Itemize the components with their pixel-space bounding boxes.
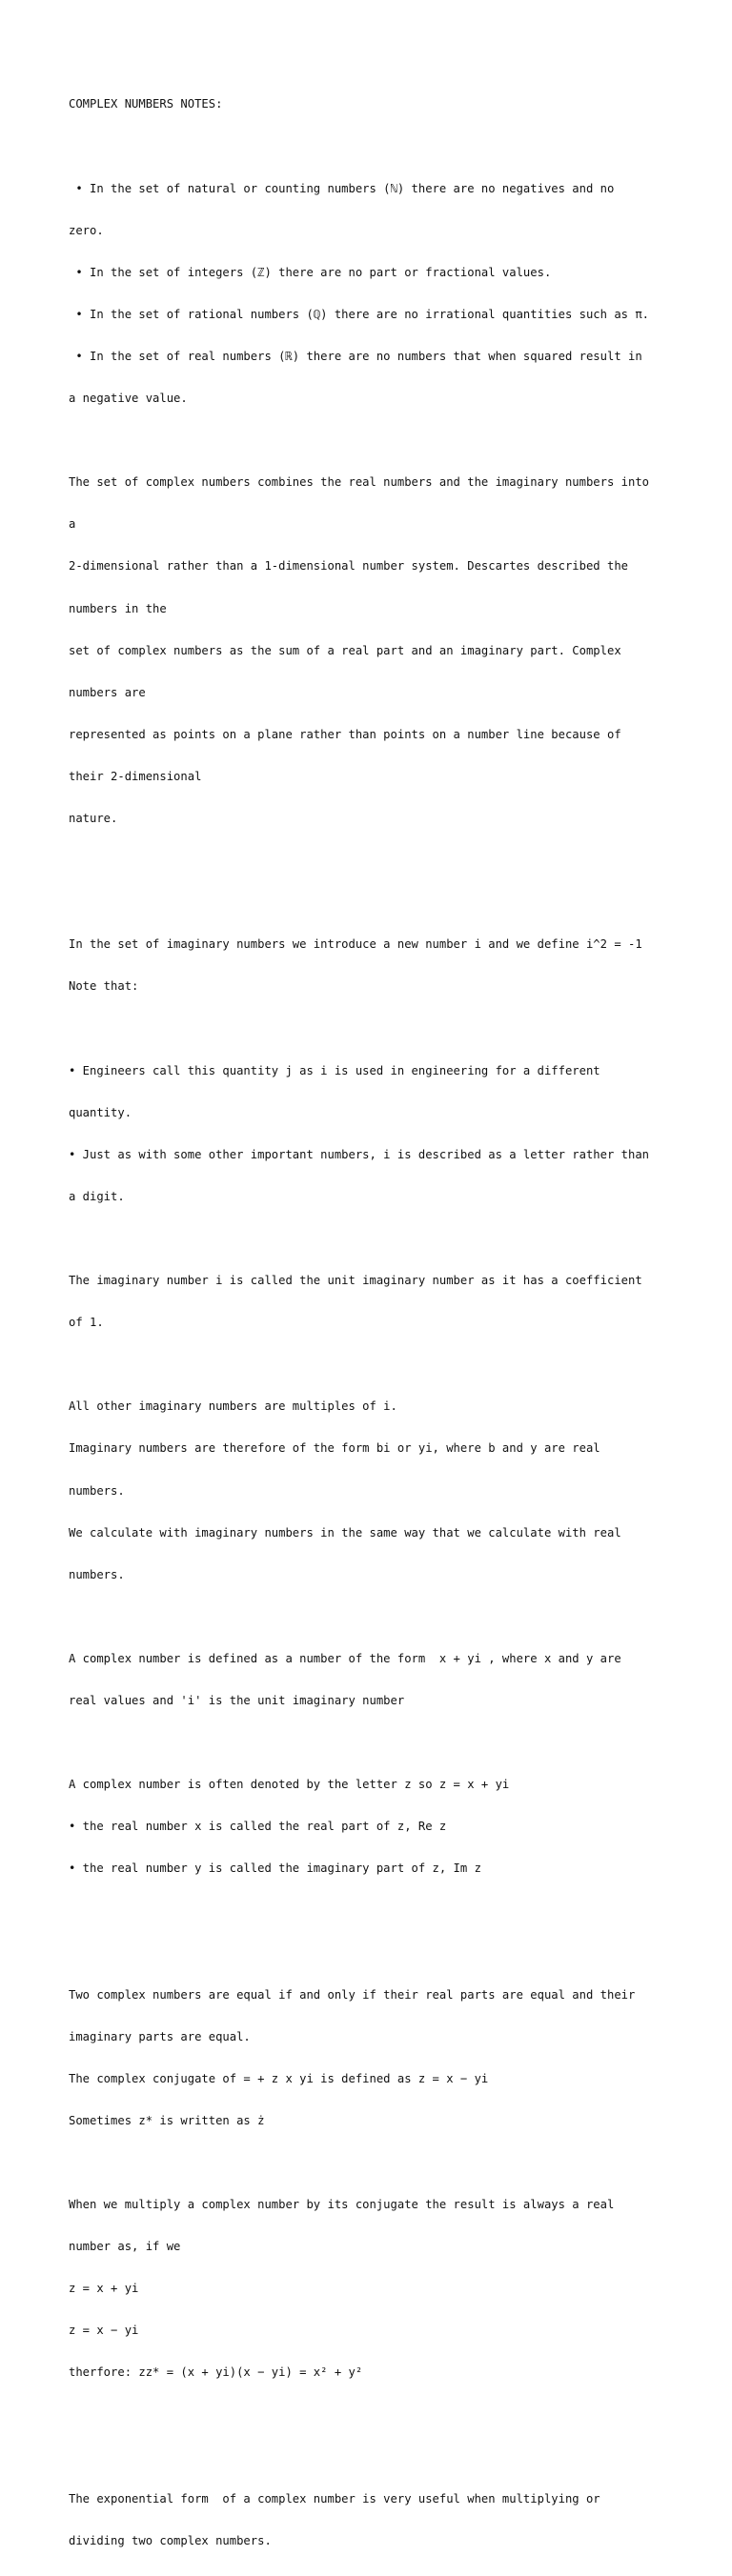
doc-line [69, 896, 679, 910]
doc-line: Imaginary numbers are therefore of the form bi or yi, where b and y are real [69, 1441, 600, 1456]
doc-line: imaginary parts are equal. [69, 2029, 251, 2043]
doc-line: Two complex numbers are equal if and only if their real parts are equal and their [69, 1987, 636, 2002]
doc-line: numbers in the [69, 601, 167, 615]
doc-line [69, 140, 679, 154]
document-body [69, 70, 679, 2576]
doc-line [69, 1021, 679, 1036]
doc-line: represented as points on a plane rather than points on a number line because of [69, 727, 621, 741]
doc-line: numbers. [69, 1483, 125, 1498]
doc-line [69, 1903, 679, 1918]
doc-line: dividing two complex numbers. [69, 2533, 272, 2547]
doc-line: their 2-dimensional [69, 769, 202, 783]
doc-line: zero. [69, 223, 104, 237]
doc-line: In the set of imaginary numbers we introduce a new number i and we define i^2 = -1 [69, 937, 642, 952]
doc-line [69, 1358, 679, 1372]
doc-line: • Engineers call this quantity j as i is used in engineering for a different [69, 1063, 600, 1077]
doc-line: The exponential form of a complex number is very useful when multiplying or [69, 2491, 600, 2506]
doc-line: • In the set of rational numbers (ℚ) there are no irrational quantities such as π. [69, 307, 650, 321]
doc-line: of 1. [69, 1316, 104, 1330]
doc-line: • In the set of integers (ℤ) there are no part or fractional values. [69, 265, 552, 279]
doc-line [69, 2156, 679, 2170]
doc-line: We calculate with imaginary numbers in the same way that we calculate with real [69, 1525, 621, 1540]
doc-line [69, 1736, 679, 1750]
doc-line: A complex number is defined as a number of the form x + yi , where x and y are [69, 1651, 621, 1665]
doc-line: 2-dimensional rather than a 1-dimensional number system. Descartes described the [69, 559, 628, 574]
doc-line: numbers are [69, 685, 146, 699]
doc-line: nature. [69, 812, 118, 825]
doc-line: set of complex numbers as the sum of a real part and an imaginary part. Complex [69, 643, 621, 657]
doc-line: When we multiply a complex number by its conjugate the result is always a real [69, 2198, 615, 2212]
doc-line: • In the set of natural or counting numbers (ℕ) there are no negatives and no [69, 181, 615, 195]
doc-line: • the real number y is called the imaginary part of z, Im z [69, 1862, 481, 1876]
doc-line: The imaginary number i is called the unit imaginary number as it has a coefficient [69, 1274, 642, 1288]
doc-line: • Just as with some other important numbers, i is described as a letter rather than [69, 1147, 650, 1161]
doc-line [69, 1232, 679, 1246]
doc-line: number as, if we [69, 2240, 181, 2254]
doc-line: a negative value. [69, 392, 188, 406]
doc-line: The complex conjugate of = + z x yi is defined as z = x − yi [69, 2071, 489, 2085]
doc-line: a digit. [69, 1189, 125, 1203]
doc-line [69, 2450, 679, 2465]
doc-line: • the real number x is called the real part of z, Re z [69, 1820, 447, 1834]
doc-line [69, 1946, 679, 1961]
doc-line: • In the set of real numbers (ℝ) there are no numbers that when squared result in [69, 349, 642, 363]
doc-line: A complex number is often denoted by the letter z so z = x + yi [69, 1778, 510, 1792]
doc-line: quantity. [69, 1105, 132, 1119]
doc-line: real values and 'i' is the unit imaginary number [69, 1693, 405, 1707]
doc-line [69, 2408, 679, 2423]
doc-line: z = x − yi [69, 2324, 139, 2338]
doc-line [69, 1610, 679, 1624]
doc-line: numbers. [69, 1567, 125, 1581]
doc-line: therfore: zz* = (x + yi)(x − yi) = x² + y² [69, 2365, 363, 2380]
doc-line: The set of complex numbers combines the real numbers and the imaginary numbers into [69, 475, 650, 490]
doc-line [69, 433, 679, 448]
doc-line: Sometimes z* is written as ż [69, 2113, 265, 2127]
doc-line: z = x + yi [69, 2282, 139, 2296]
doc-line: Note that: [69, 979, 139, 994]
doc-line: COMPLEX NUMBERS NOTES: [69, 97, 223, 111]
doc-line [69, 854, 679, 868]
doc-line: a [69, 517, 76, 532]
doc-line: All other imaginary numbers are multiples of i. [69, 1399, 397, 1414]
